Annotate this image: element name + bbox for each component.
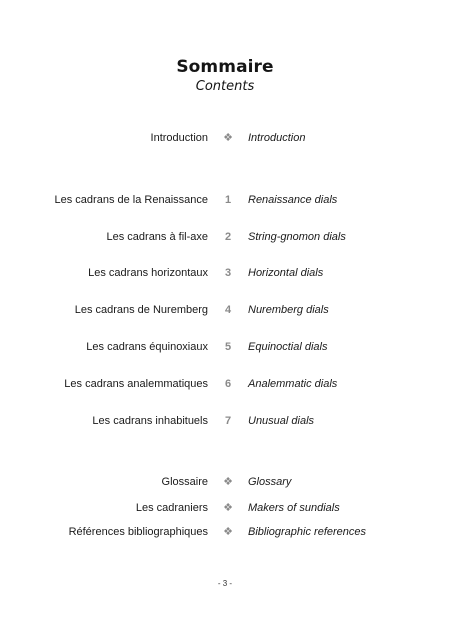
toc-english-title: Introduction [248, 132, 306, 144]
chapter-number: 4 [224, 304, 232, 316]
toc-french-title: Introduction [150, 132, 208, 144]
toc-row-chapter-2[interactable] [0, 229, 450, 245]
chapter-number: 7 [224, 415, 232, 427]
chapter-number: 6 [224, 378, 232, 390]
diamond-bullet-icon: ❖ [223, 132, 233, 144]
toc-row-chapter-7[interactable] [0, 413, 450, 429]
diamond-bullet-icon: ❖ [223, 476, 233, 488]
toc-french-title: Les cadraniers [135, 502, 208, 514]
toc-french-title: Les cadrans inhabituels [92, 415, 208, 427]
toc-french-title: Les cadrans de Nuremberg [74, 304, 208, 316]
toc-english-title: Analemmatic dials [248, 378, 338, 390]
toc-french-title: Les cadrans à fil-axe [106, 231, 208, 243]
chapter-number: 2 [224, 231, 232, 243]
page-number: - 3 - [217, 579, 233, 588]
chapter-number: 1 [224, 194, 232, 206]
toc-row-chapter-6[interactable] [0, 376, 450, 392]
toc-row-chapter-3[interactable] [0, 265, 450, 281]
toc-french-title: Références bibliographiques [68, 526, 208, 538]
toc-english-title: Bibliographic references [248, 526, 367, 538]
chapter-number: 3 [224, 267, 232, 279]
toc-english-title: Unusual dials [248, 415, 315, 427]
toc-english-title: Renaissance dials [248, 194, 338, 206]
toc-english-title: Makers of sundials [248, 502, 340, 514]
page-title: Sommaire [176, 57, 274, 77]
toc-english-title: Glossary [248, 476, 292, 488]
toc-english-title: Nuremberg dials [248, 304, 329, 316]
toc-french-title: Les cadrans horizontaux [88, 267, 208, 279]
toc-row-chapter-1[interactable] [0, 192, 450, 208]
toc-english-title: Horizontal dials [248, 267, 324, 279]
toc-french-title: Glossaire [161, 476, 208, 488]
toc-english-title: Equinoctial dials [248, 341, 328, 353]
diamond-bullet-icon: ❖ [223, 526, 233, 538]
diamond-bullet-icon: ❖ [223, 502, 233, 514]
toc-french-title: Les cadrans de la Renaissance [54, 194, 208, 206]
toc-french-title: Les cadrans équinoxiaux [86, 341, 208, 353]
toc-english-title: String-gnomon dials [248, 231, 346, 243]
toc-row-makers[interactable] [0, 500, 450, 516]
toc-french-title: Les cadrans analemmatiques [64, 378, 208, 390]
toc-row-references[interactable] [0, 524, 450, 540]
toc-row-chapter-5[interactable] [0, 339, 450, 355]
page-subtitle: Contents [195, 79, 255, 94]
chapter-number: 5 [224, 341, 232, 353]
toc-row-chapter-4[interactable] [0, 302, 450, 318]
toc-row-glossary[interactable] [0, 474, 450, 490]
toc-row-introduction[interactable] [0, 130, 450, 146]
